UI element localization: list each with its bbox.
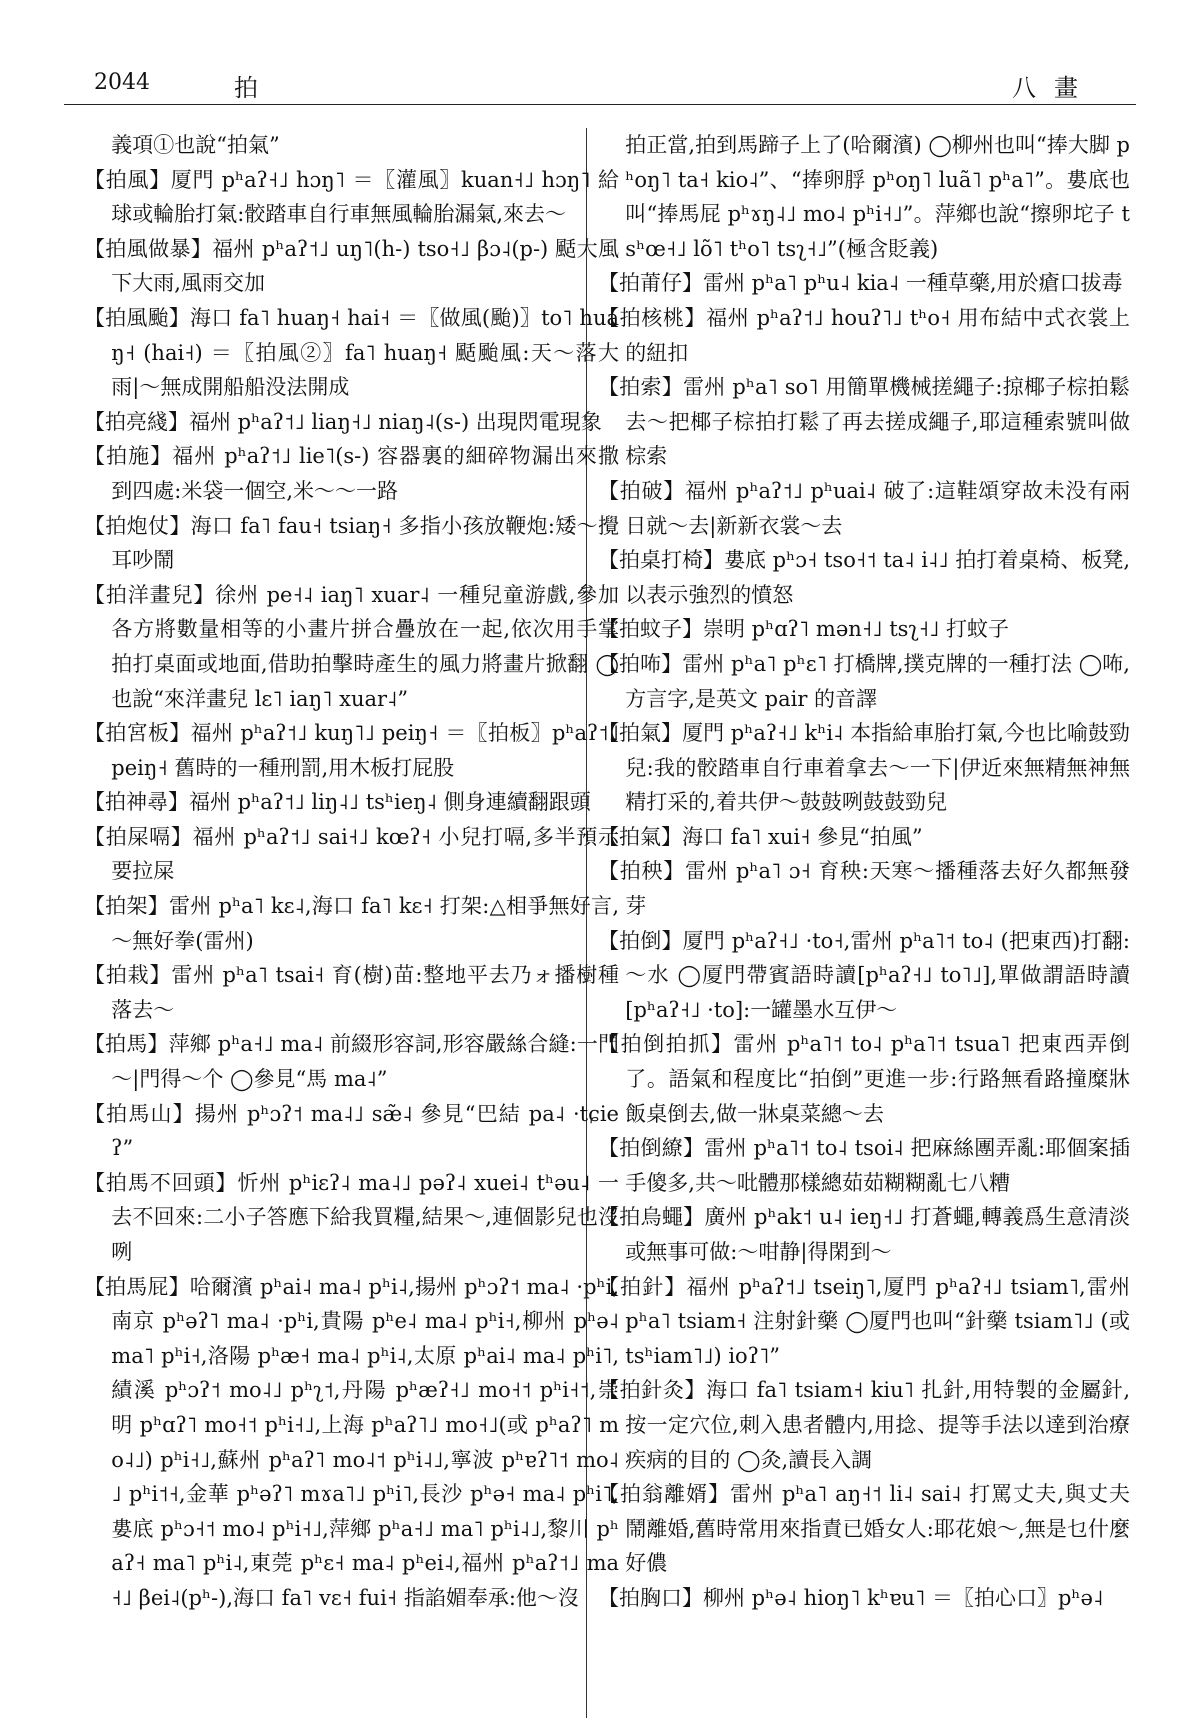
dictionary-entry: 【拍風做暴】福州 pʰaʔ˦˩ uŋ˥(h-) tso˧˩ βɔ˨(p-) 颳大風下大雨,風雨交加	[84, 236, 619, 296]
dictionary-entry: 【拍針灸】海口 fa˥ tsiam˧ kiu˥ 扎針,用特製的金屬針,按一定穴位,刺入患者體内,用捻、提等手法以達到治療疾病的目的 ◯灸,讀長入調	[598, 1378, 1130, 1472]
dictionary-entry: 【拍馬不回頭】忻州 pʰiɛʔ˨ ma˨˩ pəʔ˨ xuei˨ tʰəu˨ 一去不回來:二小子答應下給我買糧,結果～,連個影兒也沒咧	[84, 1170, 619, 1264]
head-character: 拍	[234, 74, 258, 102]
dictionary-entry: 【拍倒繚】雷州 pʰa˥˦ to˨ tsoi˨ 把麻絲團弄亂:耶個案插手傻多,共～吡體那樣總茹茹糊糊亂七八糟	[598, 1136, 1130, 1195]
dictionary-entry: 【拍洋畫兒】徐州 pe˧˨ iaŋ˥ xuar˨ 一種兒童游戲,參加各方將數量相等的小畫片拼合疊放在一起,依次用手掌拍打桌面或地面,借助拍擊時產生的風力將畫片掀翻 ◯也說“來洋畫兒 lɛ˥ iaŋ˥ xuar˨”	[84, 582, 619, 711]
dictionary-entry: 【拍宮板】福州 pʰaʔ˦˩ kuŋ˥˩ peiŋ˧ ＝〖拍板〗pʰaʔ˦˩ peiŋ˧ 舊時的一種刑罰,用木板打屁股	[84, 721, 619, 780]
dictionary-entry: 【拍胸口】柳州 pʰə˨ hioŋ˥ kʰɐu˥ ＝〖拍心口〗pʰə˨	[598, 1585, 1104, 1610]
dictionary-entry: 【拍索】雷州 pʰa˥ so˥ 用簡單機械搓繩子:掠椰子棕拍鬆去～把椰子棕拍打鬆了再去搓成繩子,耶這種索號叫做棕索	[598, 375, 1130, 469]
dictionary-entry: 【拍氣】海口 fa˥ xui˧ 參見“拍風”	[598, 824, 923, 849]
dictionary-entry: 【拍針】福州 pʰaʔ˦˩ tseiŋ˥,厦門 pʰaʔ˧˩ tsiam˥,雷州 pʰa˥ tsiam˧ 注射針藥 ◯厦門也叫“針藥 tsiam˥˩ (或tsʰiam˥˩) ioʔ˥”	[598, 1274, 1130, 1368]
dictionary-entry: 【拍烏蠅】廣州 pʰak˦ u˨ ieŋ˧˩ 打蒼蠅,轉義爲生意清淡或無事可做:～咁静|得閑到～	[598, 1205, 1130, 1264]
dictionary-entry: 【拍桌打椅】婁底 pʰɔ˧ tso˧˦ ta˨ i˨˩ 拍打着桌椅、板凳,以表示強烈的憤怒	[598, 548, 1131, 607]
page-number: 2044	[94, 70, 150, 95]
right-column	[598, 128, 1130, 1616]
page-header	[64, 64, 1136, 105]
dictionary-entry: 【拍蚊子】崇明 pʰɑʔ˥ mən˧˩ tsʅ˧˩ 打蚊子	[598, 617, 1010, 642]
dictionary-entry: 【拍馬山】揚州 pʰɔʔ˦ ma˨˩ sæ̃˨ 參見“巴結 pa˨ ·tɕieʔ”	[84, 1101, 619, 1161]
left-column	[84, 128, 619, 1616]
dictionary-entry: 【拍炮仗】海口 fa˥ fau˧ tsiaŋ˧ 多指小孩放鞭炮:矮～攪耳吵鬧	[84, 513, 619, 573]
dictionary-entry: 【拍氣】厦門 pʰaʔ˧˩ kʰi˨ 本指給車胎打氣,今也比喻鼓勁兒:我的骹踏車自行車着拿去～一下|伊近來無精無神無精打采的,着共伊～鼓鼓咧鼓鼓勁兒	[598, 721, 1130, 815]
dictionary-entry: 義項①也說“拍氣”	[111, 133, 280, 157]
section-label: 八畫	[1012, 74, 1096, 102]
dictionary-entry: 【拍風】厦門 pʰaʔ˧˩ hɔŋ˥ ＝〖灌風〗kuan˧˩ hɔŋ˥ 給球或輪胎打氣:骹踏車自行車無風輪胎漏氣,來去～	[84, 167, 619, 227]
dictionary-entry: 【拍翁離婿】雷州 pʰa˥ aŋ˧˦ li˨ sai˨ 打罵丈夫,與丈夫鬧離婚,舊時常用來指責已婚女人:耶花娘～,無是乜什麼好儂	[598, 1482, 1130, 1576]
dictionary-entry: 【拍屎嗝】福州 pʰaʔ˦˩ sai˧˩ kœʔ˧ 小兒打嗝,多半預示要拉屎	[84, 824, 619, 884]
dictionary-entry: 【拍核桃】福州 pʰaʔ˦˩ houʔ˥˩ tʰo˧ 用布結中式衣裳上的紐扣	[598, 305, 1130, 365]
dictionary-entry: 【拍馬屁】哈爾濱 pʰai˨ ma˨ pʰi˨,揚州 pʰɔʔ˦ ma˨ ·pʰi,南京 pʰəʔ˥ ma˨ ·pʰi,貴陽 pʰe˨ ma˨ pʰi˧,柳州 pʰə˨ ma˥ pʰi˧,洛陽 pʰæ˧ ma˨ pʰi˨,太原 pʰai˨ ma˨ pʰi˥,績溪 pʰɔʔ˦ mo˨˩ pʰʅ˦,丹陽 pʰæʔ˧˩ mo˧˦ pʰi˧˦,崇明 pʰɑʔ˥ mo˧˦ pʰi˧˩,上海 pʰaʔ˥˩ mo˧˩(或 pʰaʔ˥ mo˨˩) pʰi˧˩,蘇州 pʰaʔ˥ mo˨˦ pʰi˨˩,寧波 pʰɐʔ˥˦ mo˨˩ pʰi˦˧,金華 pʰəʔ˥ mɤa˥˩ pʰi˥,長沙 pʰə˧ ma˨ pʰi˥,婁底 pʰɔ˧˦ mo˨ pʰi˧˩,萍鄉 pʰa˧˩ ma˥ pʰi˨˩,黎川 pʰaʔ˧ ma˥ pʰi˨,東莞 pʰɛ˧ ma˨ pʰei˨,福州 pʰaʔ˦˩ ma˧˩ βei˨(pʰ-),海口 fa˥ vɛ˧ fui˧ 指諂媚奉承:他～沒	[84, 1274, 619, 1610]
dictionary-entry: 【拍莆仔】雷州 pʰa˥ pʰu˨ kia˨ 一種草藥,用於瘡口拔毒	[598, 271, 1123, 296]
dictionary-entry: 【拍咘】雷州 pʰa˥ pʰɛ˥ 打橋牌,撲克牌的一種打法 ◯咘,方言字,是英文 pair 的音譯	[598, 651, 1130, 711]
dictionary-entry: 【拍秧】雷州 pʰa˥ ɔ˧ 育秧:天寒～播種落去好久都無發芽	[598, 859, 1130, 919]
dictionary-entry: 【拍馬】萍鄉 pʰa˧˩ ma˨ 前綴形容詞,形容嚴絲合縫:一門～|門得～个 ◯參見“馬 ma˨”	[84, 1032, 619, 1092]
dictionary-entry: 【拍施】福州 pʰaʔ˦˩ lie˥(s-) 容器裏的細碎物漏出來撒到四處:米袋一個空,米～～一路	[84, 444, 619, 503]
dictionary-entry: 【拍架】雷州 pʰa˥ kɛ˨,海口 fa˥ kɛ˧ 打架:△相爭無好言,～無好拳(雷州)	[84, 894, 619, 953]
dictionary-entry: 【拍神尋】福州 pʰaʔ˦˩ liŋ˨˩ tsʰieŋ˨ 側身連續翻跟頭	[84, 790, 591, 815]
dictionary-entry: 【拍栽】雷州 pʰa˥ tsai˧ 育(樹)苗:整地平去乃ォ播樹種落去～	[84, 963, 619, 1022]
dictionary-entry: 【拍破】福州 pʰaʔ˦˩ pʰuai˨ 破了:這鞋頌穿故未没有兩日就～去|新新衣裳～去	[598, 478, 1130, 538]
dictionary-entry: 【拍倒】厦門 pʰaʔ˧˩ ·to˧,雷州 pʰa˥˦ to˨ (把東西)打翻:～水 ◯厦門帶賓語時讀[pʰaʔ˧˩ to˥˩],單做謂語時讀[pʰaʔ˧˩ ·to]:一罐墨水互伊～	[598, 928, 1130, 1022]
dictionary-entry: 【拍倒拍抓】雷州 pʰa˥˦ to˨ pʰa˥˦ tsua˥ 把東西弄倒了。語氣和程度比“拍倒”更進一步:行路無看路撞糜牀飯桌倒去,做一牀桌菜總～去	[598, 1032, 1130, 1126]
dictionary-entry: 【拍亮綫】福州 pʰaʔ˦˩ liaŋ˧˩ niaŋ˨(s-) 出現閃電現象	[84, 409, 602, 434]
dictionary-entry: 拍正當,拍到馬蹄子上了(哈爾濱) ◯柳州也叫“捧大脚 pʰoŋ˥ ta˧ kio˨”、“捧卵脬 pʰoŋ˥ luã˥ pʰa˥”。婁底也叫“捧馬屁 pʰɤŋ˨˩ mo˨ pʰi˧˩”。萍鄉也說“擦卵坨子 tsʰœ˧˩ lõ˥ tʰo˥ tsʅ˧˩”(極含貶義)	[625, 133, 1130, 261]
dictionary-entry: 【拍風颱】海口 fa˥ huaŋ˧ hai˧ ＝〖做風(颱)〗to˥ huaŋ˧ (hai˧) ＝〖拍風②〗fa˥ huaŋ˧ 颳颱風:天～落大雨|～無成開船船没法開成	[84, 305, 619, 400]
